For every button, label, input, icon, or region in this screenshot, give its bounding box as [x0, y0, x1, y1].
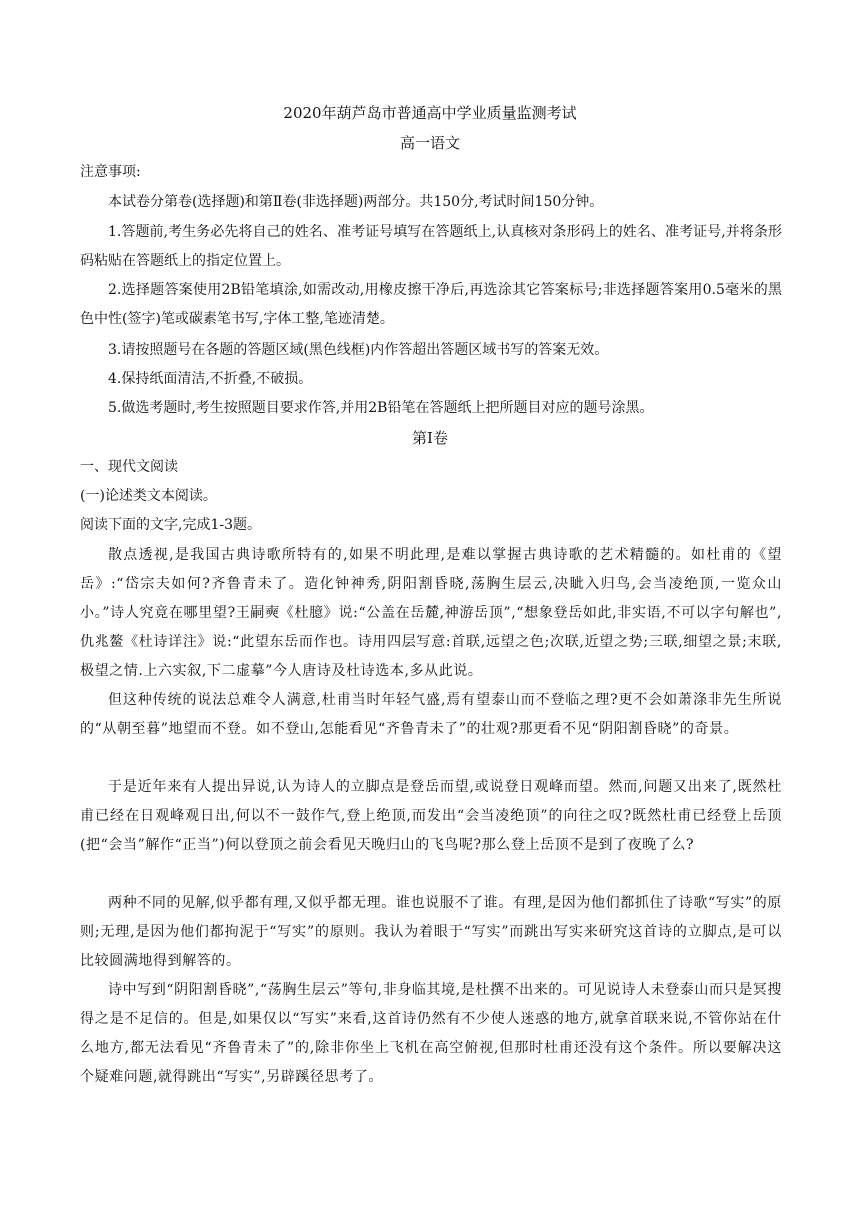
passage-paragraph-3: 于是近年来有人提出异说,认为诗人的立脚点是登岳而望,或说登日观峰而望。然而,问题又出来了,既然杜甫已经在日观峰观日出,何以不一鼓作气,登上绝顶,而发出“会当凌绝顶”的向往之叹?既然杜甫已经登上岳顶(把“会当”解作“正当”)何以登顶之前会看见天晚归山的飞鸟呢?那么登上岳顶不是到了夜晚了么? [80, 779, 782, 853]
exam-title: 2020年葫芦岛市普通高中学业质量监测考试 [283, 104, 577, 122]
notice-item-1: 1.答题前,考生务必先将自己的姓名、准考证号填写在答题纸上,认真核对条形码上的姓名、准考证号,并将条形码粘贴在答题纸上的指定位置上。 [80, 224, 782, 269]
passage-paragraph-1: 散点透视,是我国古典诗歌所特有的,如果不明此理,是难以掌握古典诗歌的艺术精髓的。如杜甫的《望岳》:“岱宗夫如何?齐鲁青未了。造化钟神秀,阴阳割昏晓,荡胸生层云,决眦入归鸟,会当凌绝顶,一览众山小。”诗人究竟在哪里望?王嗣奭《杜臆》说:“公盖在岳麓,神游岳顶”,“想象登岳如此,非实语,不可以字句解也”,仇兆鳌《杜诗详注》说:“此望东岳而作也。诗用四层写意:首联,远望之色;次联,近望之势;三联,细望之景;末联,极望之情.上六实叙,下二虚摹”今人唐诗及杜诗选本,多从此说。 [80, 547, 782, 679]
section-sub-heading: (一)论述类文本阅读。 [80, 488, 217, 504]
notice-item-2: 2.选择题答案使用2B铅笔填涂,如需改动,用橡皮擦干净后,再选涂其它答案标号;非选择题答案用0.5毫米的黑色中性(签字)笔或碳素笔书写,字体工整,笔迹清楚。 [80, 282, 782, 327]
subject-title: 高一语文 [399, 134, 460, 152]
notice-item-4: 4.保持纸面清洁,不折叠,不破损。 [108, 371, 313, 387]
passage-paragraph-4: 两种不同的见解,似乎都有理,又似乎都无理。谁也说服不了谁。有理,是因为他们都抓住了诗歌“写实”的原则;无理,是因为他们都拘泥于“写实”的原则。我认为着眼于“写实”而跳出写实来研究这首诗的立脚点,是可以比较圆满地得到解答的。 [80, 895, 782, 969]
notice-heading: 注意事项: [80, 164, 141, 180]
volume-title: 第Ⅰ卷 [412, 429, 448, 447]
notice-item-3: 3.请按照题号在各题的答题区域(黑色线框)内作答超出答题区域书写的答案无效。 [108, 342, 609, 358]
notice-item-5: 5.做选考题时,考生按照题目要求作答,并用2B铅笔在答题纸上把所题目对应的题号涂黑。 [108, 400, 654, 416]
notice-intro: 本试卷分第卷(选择题)和第Ⅱ卷(非选择题)两部分。共150分,考试时间150分钟。 [108, 194, 604, 210]
section-heading: 一、现代文阅读 [80, 459, 178, 475]
passage-paragraph-2: 但这种传统的说法总难令人满意,杜甫当时年轻气盛,焉有望泰山而不登临之理?更不会如萧涤非先生所说的“从朝至暮”地望而不登。如不登山,怎能看见“齐鲁青未了”的壮观?那更看不见“阴阳割昏晓”的奇景。 [80, 692, 782, 737]
passage-paragraph-5: 诗中写到“阴阳割昏晓”,“荡胸生层云”等句,非身临其境,是杜撰不出来的。可见说诗人未登泰山而只是冥搜得之是不足信的。但是,如果仅以“写实”来看,这首诗仍然有不少使人迷惑的地方,就拿首联来说,不管你站在什么地方,都无法看见“齐鲁青未了”的,除非你坐上飞机在高空俯视,但那时杜甫还没有这个条件。所以要解决这个疑难问题,就得跳出“写实”,另辟蹊径思考了。 [80, 982, 782, 1085]
reading-instruction: 阅读下面的文字,完成1-3题。 [80, 517, 261, 533]
